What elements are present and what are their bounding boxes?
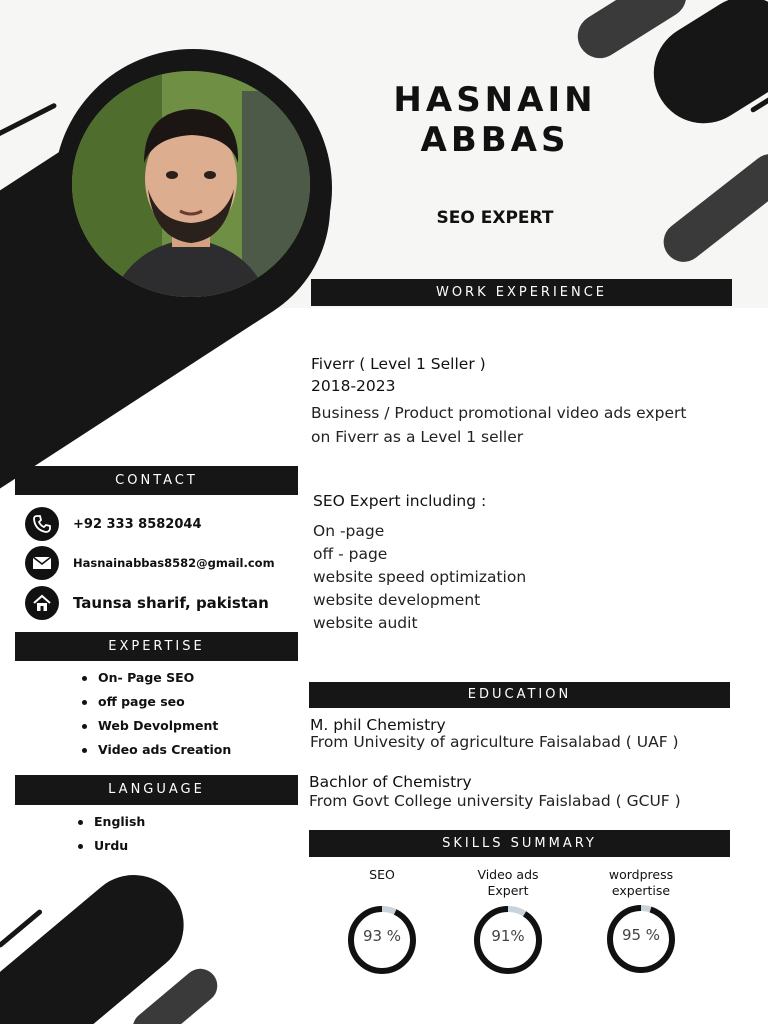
language-list <box>78 810 145 858</box>
skill-gauge <box>605 903 677 975</box>
mail-icon <box>25 546 59 580</box>
job1-years: 2018-2023 <box>311 377 396 395</box>
skill-label-line: SEO <box>369 867 395 882</box>
contact-phone <box>25 507 202 541</box>
skill-label-line: Video ads <box>477 867 539 882</box>
job2-item: website speed optimization <box>313 568 527 586</box>
job2-item: website development <box>313 591 481 609</box>
list-item: Urdu <box>78 834 145 858</box>
job2-item: off - page <box>313 545 388 563</box>
skill-label <box>586 867 696 899</box>
language-heading: LANGUAGE <box>15 775 298 805</box>
candidate-name <box>360 80 630 160</box>
skill-label-line: Expert <box>487 883 529 898</box>
job2-title: SEO Expert including : <box>313 492 487 510</box>
contact-heading: CONTACT <box>15 466 298 495</box>
phone-icon <box>25 507 59 541</box>
contact-email <box>25 546 275 580</box>
job2-item: website audit <box>313 614 418 632</box>
address-text: Taunsa sharif, pakistan <box>73 594 269 612</box>
skill-percent: 95 % <box>621 926 661 944</box>
skills-summary-heading: SKILLS SUMMARY <box>309 830 730 857</box>
skill-label <box>327 867 437 883</box>
job1-title: Fiverr ( Level 1 Seller ) <box>311 355 486 373</box>
skill-gauge <box>346 904 418 976</box>
skill-label <box>453 867 563 899</box>
education-school: From Govt College university Faislabad ( GCUF ) <box>309 792 681 810</box>
home-icon <box>25 586 59 620</box>
name-first: HASNAIN <box>393 80 597 120</box>
expertise-list <box>82 666 231 762</box>
profile-photo <box>72 71 310 297</box>
phone-number[interactable]: +92 333 8582044 <box>73 516 202 532</box>
job1-description-line2: on Fiverr as a Level 1 seller <box>311 428 524 446</box>
education-heading: EDUCATION <box>309 682 730 708</box>
skill-label-line: wordpress <box>608 867 674 882</box>
education-school: From Univesity of agriculture Faisalabad ( UAF ) <box>310 733 679 751</box>
job1-description-line1: Business / Product promotional video ads expert <box>311 404 687 422</box>
skill-gauge <box>472 904 544 976</box>
job2-item: On -page <box>313 522 385 540</box>
name-last: ABBAS <box>420 120 570 160</box>
work-experience-heading: WORK EXPERIENCE <box>311 279 732 306</box>
list-item: Web Devolpment <box>82 714 231 738</box>
skill-percent: 91% <box>491 927 525 945</box>
list-item: On- Page SEO <box>82 666 231 690</box>
skill-percent: 93 % <box>362 927 402 945</box>
job-title: SEO EXPERT <box>436 208 554 228</box>
list-item: English <box>78 810 145 834</box>
skill-label-line: expertise <box>611 883 671 898</box>
list-item: off page seo <box>82 690 231 714</box>
email-address[interactable]: Hasnainabbas8582@gmail.com <box>73 556 275 570</box>
expertise-heading: EXPERTISE <box>15 632 298 661</box>
education-degree: Bachlor of Chemistry <box>309 773 472 791</box>
contact-address <box>25 586 269 620</box>
education-degree: M. phil Chemistry <box>310 716 446 734</box>
list-item: Video ads Creation <box>82 738 231 762</box>
